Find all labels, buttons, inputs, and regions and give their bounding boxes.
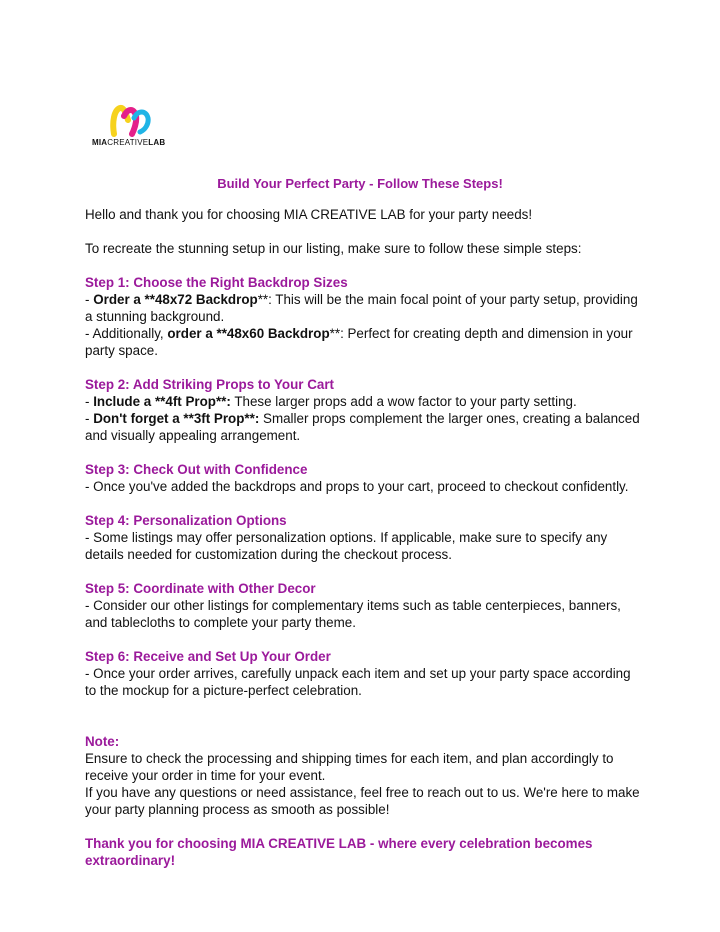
note-heading: Note:	[85, 734, 120, 749]
step-3-line-1: - Once you've added the backdrops and props to your cart, proceed to checkout confidently.	[85, 479, 629, 494]
step-1-line-1: - Order a **48x72 Backdrop**: This will be the main focal point of your party setup, providing a stunning background.	[85, 292, 638, 324]
step-3-heading: Step 3: Check Out with Confidence	[85, 462, 308, 477]
step-4-heading: Step 4: Personalization Options	[85, 513, 287, 528]
step-5-line-1: - Consider our other listings for complementary items such as table centerpieces, banners, and tablecloths to complete your party theme.	[85, 598, 621, 630]
logo-mark-icon	[110, 104, 154, 138]
step-5-heading: Step 5: Coordinate with Other Decor	[85, 581, 316, 596]
step-2-line-2: - Don't forget a **3ft Prop**: Smaller props complement the larger ones, creating a balanced and visually appealing arrangement.	[85, 411, 640, 443]
step-6-line-1: - Once your order arrives, carefully unpack each item and set up your party space according to the mockup for a picture-perfect celebration.	[85, 666, 631, 698]
note-paragraph-1: Ensure to check the processing and shipping times for each item, and plan accordingly to receive your order in time for your event.	[85, 751, 614, 783]
closing-message: Thank you for choosing MIA CREATIVE LAB - where every celebration becomes extraordinary!	[85, 836, 593, 868]
logo-text-creative: CREATIVE	[107, 138, 149, 147]
document-body	[85, 206, 645, 869]
logo-text-lab: LAB	[148, 138, 166, 147]
step-2-line-1: - Include a **4ft Prop**: These larger props add a wow factor to your party setting.	[85, 394, 577, 409]
brand-logo	[92, 104, 172, 152]
step-6-heading: Step 6: Receive and Set Up Your Order	[85, 649, 331, 664]
page-title: Build Your Perfect Party - Follow These Steps!	[217, 176, 503, 191]
step-1-heading: Step 1: Choose the Right Backdrop Sizes	[85, 275, 348, 290]
logo-text-mia: MIA	[92, 138, 108, 147]
step-2-heading: Step 2: Add Striking Props to Your Cart	[85, 377, 334, 392]
logo-wordmark	[92, 138, 165, 147]
intro-paragraph-1: Hello and thank you for choosing MIA CREATIVE LAB for your party needs!	[85, 207, 533, 222]
step-1-line-2: - Additionally, order a **48x60 Backdrop**: Perfect for creating depth and dimension in your party space.	[85, 326, 633, 358]
intro-paragraph-2: To recreate the stunning setup in our listing, make sure to follow these simple steps:	[85, 241, 582, 256]
note-paragraph-2: If you have any questions or need assistance, feel free to reach out to us. We're here to make your party planning process as smooth as possible!	[85, 785, 640, 817]
step-4-line-1: - Some listings may offer personalization options. If applicable, make sure to specify any details needed for customization during the checkout process.	[85, 530, 608, 562]
